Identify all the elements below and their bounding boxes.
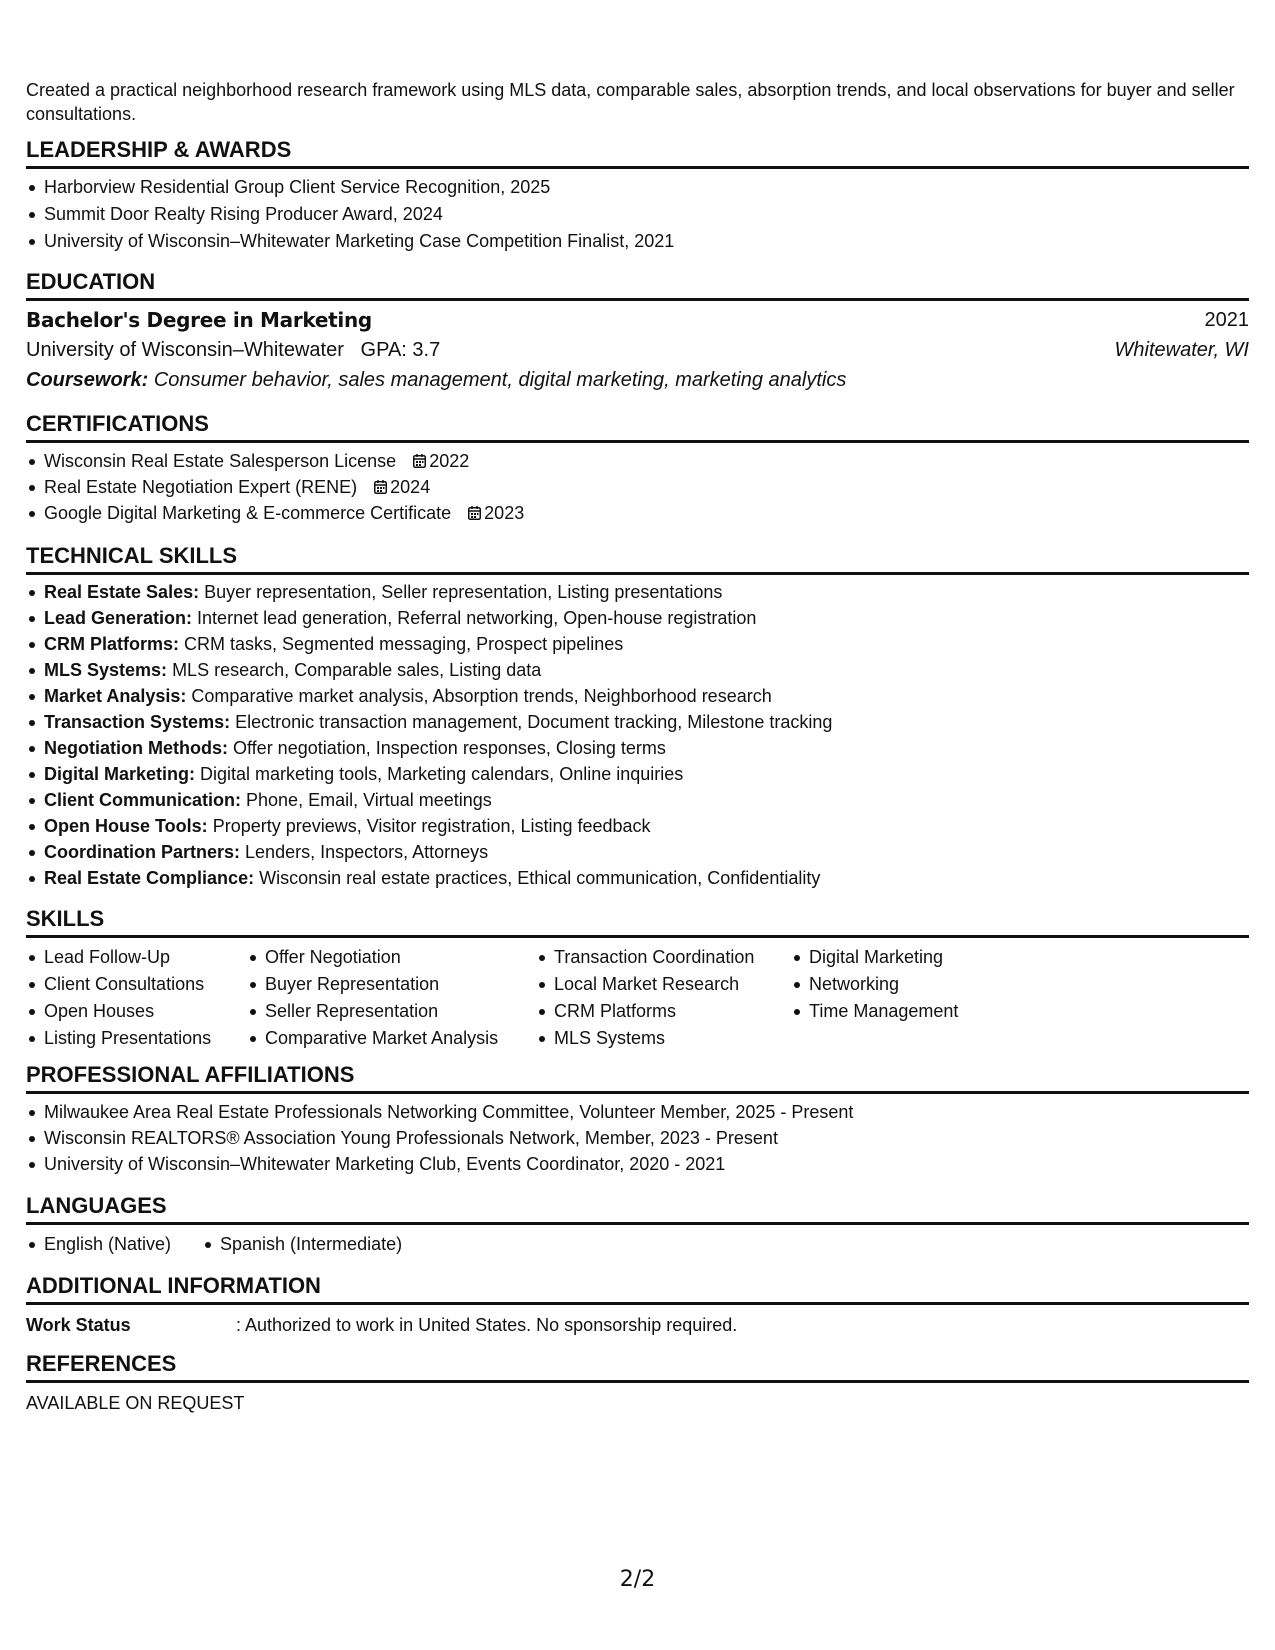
technical-skills-list [26, 579, 1249, 891]
list-item: Digital Marketing [791, 944, 1051, 971]
section-title: LEADERSHIP & AWARDS [26, 136, 1249, 169]
list-item: Listing Presentations [26, 1025, 247, 1052]
coursework [26, 365, 1249, 395]
section-title: REFERENCES [26, 1350, 1249, 1383]
list-item: Seller Representation [247, 998, 536, 1025]
certifications-section [26, 410, 1249, 526]
list-item [26, 605, 1249, 631]
skill-details: Property previews, Visitor registration, Listing feedback [212, 816, 651, 836]
list-item: Networking [791, 971, 1051, 998]
intro-paragraph: Created a practical neighborhood research framework using MLS data, comparable sales, absorption trends, and local observations for buyer and seller consultations. [26, 80, 1235, 124]
list-item [26, 579, 1249, 605]
list-item: Transaction Coordination [536, 944, 791, 971]
list-item [26, 813, 1249, 839]
school-name: University of Wisconsin–Whitewater [26, 339, 344, 361]
list-item: Summit Door Realty Rising Producer Award, 2024 [26, 201, 1249, 228]
certification-name: Real Estate Negotiation Expert (RENE) [44, 477, 358, 497]
education-school-row [26, 335, 1249, 365]
skills-grid [26, 944, 1249, 1052]
certification-year: 2022 [429, 451, 470, 471]
education-section [26, 268, 1249, 395]
skill-category: CRM Platforms: [44, 634, 180, 654]
skill-category: Real Estate Compliance: [44, 868, 255, 888]
affiliations-section [26, 1061, 1249, 1177]
list-item: MLS Systems [536, 1025, 791, 1052]
list-item: CRM Platforms [536, 998, 791, 1025]
list-item: Harborview Residential Group Client Service Recognition, 2025 [26, 174, 1249, 201]
list-item: Offer Negotiation [247, 944, 536, 971]
degree: Bachelor's Degree in Marketing [26, 308, 372, 332]
skill-details: Electronic transaction management, Document tracking, Milestone tracking [235, 712, 833, 732]
calendar-icon [468, 506, 481, 520]
skill-details: Wisconsin real estate practices, Ethical communication, Confidentiality [259, 868, 821, 888]
list-item [26, 709, 1249, 735]
skill-details: Buyer representation, Seller representation, Listing presentations [204, 582, 723, 602]
calendar-icon [374, 480, 387, 494]
skill-details: Lenders, Inspectors, Attorneys [245, 842, 489, 862]
leadership-section [26, 136, 1249, 255]
list-item [26, 735, 1249, 761]
references-section [26, 1350, 1249, 1415]
education-header [26, 305, 1249, 335]
languages-section [26, 1192, 1249, 1258]
coursework-label: Coursework: [26, 369, 149, 391]
list-item: Local Market Research [536, 971, 791, 998]
list-item [26, 474, 1249, 500]
section-title: EDUCATION [26, 268, 1249, 301]
section-title: ADDITIONAL INFORMATION [26, 1272, 1249, 1305]
skill-category: Lead Generation: [44, 608, 193, 628]
references-text: AVAILABLE ON REQUEST [26, 1393, 245, 1413]
skill-details: Internet lead generation, Referral networking, Open-house registration [197, 608, 757, 628]
leadership-list [26, 174, 1249, 255]
list-item: Buyer Representation [247, 971, 536, 998]
skill-details: CRM tasks, Segmented messaging, Prospect pipelines [184, 634, 624, 654]
skill-category: Coordination Partners: [44, 842, 241, 862]
list-item: Milwaukee Area Real Estate Professionals Networking Committee, Volunteer Member, 2025 - Present [26, 1099, 1249, 1125]
list-item [26, 657, 1249, 683]
list-item: University of Wisconsin–Whitewater Marketing Club, Events Coordinator, 2020 - 2021 [26, 1151, 1249, 1177]
graduation-year: 2021 [1204, 309, 1249, 331]
list-item [26, 500, 1249, 526]
section-title: LANGUAGES [26, 1192, 1249, 1225]
list-item: University of Wisconsin–Whitewater Marketing Case Competition Finalist, 2021 [26, 228, 1249, 255]
certification-year: 2023 [484, 503, 525, 523]
skills-column [26, 944, 247, 1052]
list-item [26, 683, 1249, 709]
skill-details: Digital marketing tools, Marketing calendars, Online inquiries [200, 764, 684, 784]
skill-category: Client Communication: [44, 790, 241, 810]
list-item: Spanish (Intermediate) [202, 1231, 402, 1258]
certification-year: 2024 [390, 477, 431, 497]
affiliations-list [26, 1099, 1249, 1177]
list-item [26, 865, 1249, 891]
work-status-label: Work Status [26, 1315, 131, 1335]
list-item: Comparative Market Analysis [247, 1025, 536, 1052]
language-list [202, 1231, 402, 1258]
list-item [26, 631, 1249, 657]
page-number: 2/2 [619, 1567, 656, 1592]
section-title: TECHNICAL SKILLS [26, 542, 1249, 575]
skill-details: Offer negotiation, Inspection responses, Closing terms [233, 738, 666, 758]
coursework-text: Consumer behavior, sales management, digital marketing, marketing analytics [153, 369, 847, 391]
skill-category: Open House Tools: [44, 816, 208, 836]
language-list [26, 1231, 202, 1258]
skill-category: Real Estate Sales: [44, 582, 200, 602]
list-item: Wisconsin REALTORS® Association Young Professionals Network, Member, 2023 - Present [26, 1125, 1249, 1151]
list-item: Time Management [791, 998, 1051, 1025]
additional-info-section [26, 1272, 1249, 1337]
calendar-icon [413, 454, 426, 468]
certification-name: Wisconsin Real Estate Salesperson License [44, 451, 397, 471]
skill-category: Transaction Systems: [44, 712, 231, 732]
certification-name: Google Digital Marketing & E-commerce Certificate [44, 503, 452, 523]
skill-category: MLS Systems: [44, 660, 168, 680]
list-item [26, 839, 1249, 865]
skills-section [26, 905, 1249, 1052]
skills-column [247, 944, 536, 1052]
work-status-value: : Authorized to work in United States. No sponsorship required. [236, 1315, 738, 1335]
skill-category: Digital Marketing: [44, 764, 196, 784]
section-title: CERTIFICATIONS [26, 410, 1249, 443]
work-status-row [26, 1313, 1249, 1337]
gpa: GPA: 3.7 [360, 339, 441, 361]
school-location: Whitewater, WI [1114, 339, 1249, 361]
list-item: Lead Follow-Up [26, 944, 247, 971]
skill-details: Comparative market analysis, Absorption trends, Neighborhood research [191, 686, 772, 706]
skills-column [536, 944, 791, 1052]
skill-details: MLS research, Comparable sales, Listing data [172, 660, 542, 680]
technical-skills-section [26, 542, 1249, 891]
list-item [26, 787, 1249, 813]
list-item: English (Native) [26, 1231, 202, 1258]
skill-details: Phone, Email, Virtual meetings [246, 790, 492, 810]
list-item [26, 761, 1249, 787]
skills-column [791, 944, 1051, 1052]
list-item: Client Consultations [26, 971, 247, 998]
skill-category: Market Analysis: [44, 686, 187, 706]
section-title: SKILLS [26, 905, 1249, 938]
list-item: Open Houses [26, 998, 247, 1025]
list-item [26, 448, 1249, 474]
certifications-list [26, 448, 1249, 526]
skill-category: Negotiation Methods: [44, 738, 228, 758]
section-title: PROFESSIONAL AFFILIATIONS [26, 1061, 1249, 1094]
